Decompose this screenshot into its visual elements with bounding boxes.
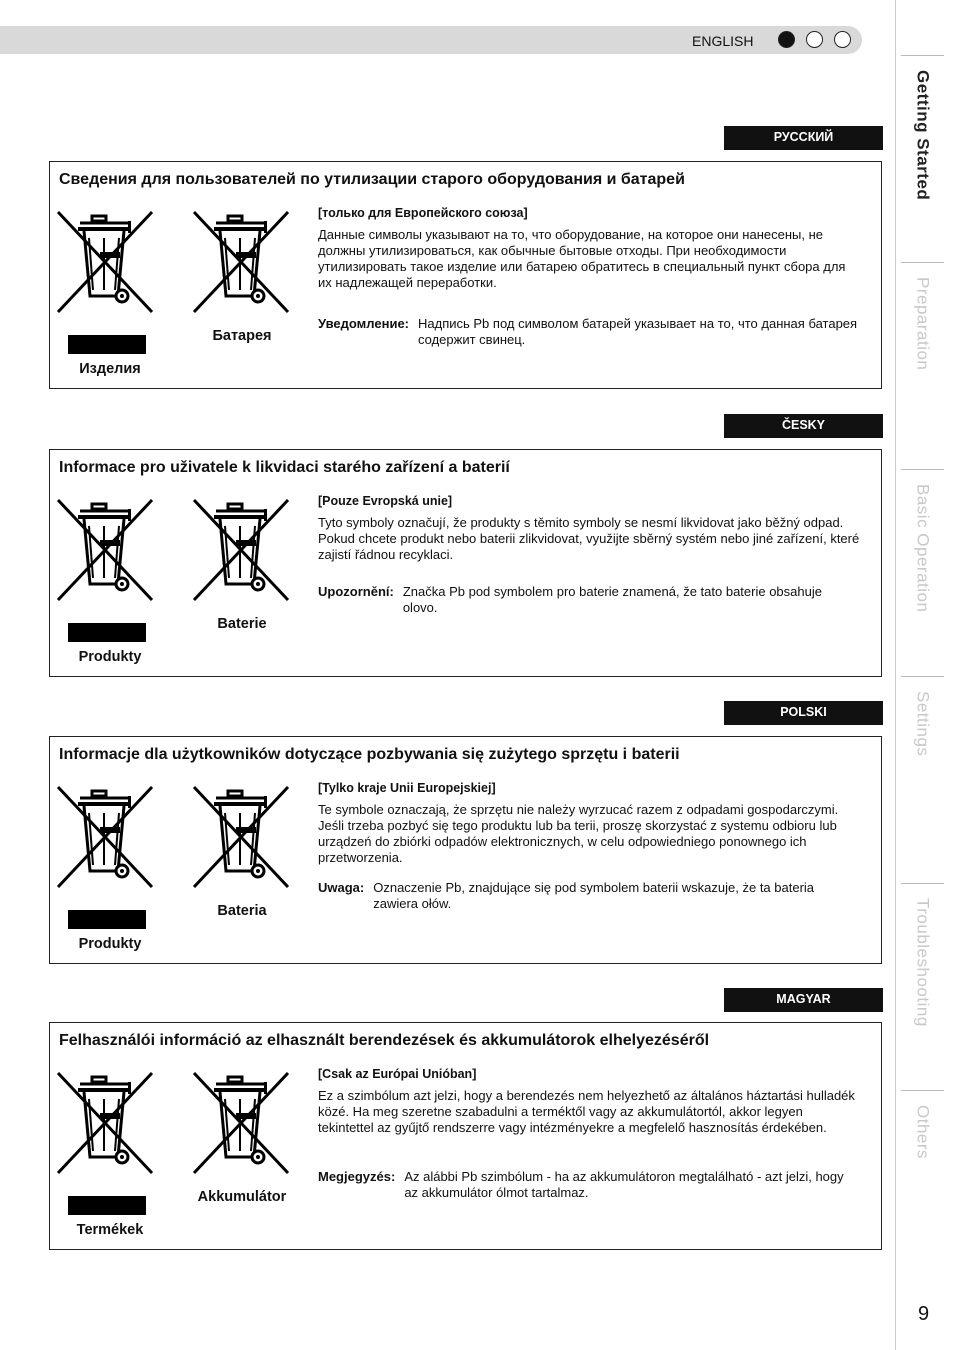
progress-dot-empty: [806, 31, 823, 48]
note-text: Az alábbi Pb szimbólum - ha az akkumulátoron megtalálható - azt jelzi, hogy az akkumulátor ólmot tartalmaz.: [404, 1169, 844, 1200]
product-black-bar: [68, 1196, 146, 1215]
language-indicator: ENGLISH: [692, 33, 754, 49]
crossed-bin-icon: [192, 785, 292, 890]
crossed-bin-icon: [192, 210, 292, 315]
tab-settings[interactable]: [901, 676, 944, 882]
note-label: Upozornění:: [318, 584, 394, 599]
product-black-bar: [68, 623, 146, 642]
crossed-bin-icon: [56, 1071, 156, 1176]
crossed-bin-icon: [56, 210, 156, 315]
progress-dot-filled: [778, 31, 795, 48]
battery-label: Baterie: [217, 616, 267, 632]
note-label: Megjegyzés:: [318, 1169, 396, 1184]
tab-basic-operation[interactable]: [901, 469, 944, 675]
tab-label: Troubleshooting: [913, 898, 933, 1027]
section-title: Felhasználói információ az elhasznált berendezések és akkumulátorok elhelyezéséről: [59, 1032, 710, 1049]
product-black-bar: [68, 335, 146, 354]
tab-label: Preparation: [913, 277, 933, 371]
body-text: Tyto symboly označují, že produkty s těmito symboly se nesmí likvidovat jako běžný odpad. Pokud chcete produkt nebo baterii zlikvidovat, využijte sběrný systém nebo jiné zařízení, které zajistí řádnou recyklaci.: [318, 515, 860, 562]
tab-label: Others: [913, 1105, 933, 1160]
eu-heading: [Tylko kraje Unii Europejskiej]: [318, 781, 496, 795]
disposal-info-section: [49, 449, 882, 677]
product-label: Produkty: [78, 649, 142, 665]
product-label: Produkty: [78, 936, 142, 952]
eu-heading: [только для Европейского союза]: [318, 206, 528, 220]
note-text: Značka Pb pod symbolem pro baterie znamená, že tato baterie obsahuje olovo.: [402, 584, 822, 615]
section-title: Informacje dla użytkowników dotyczące pozbywania się zużytego sprzętu i baterii: [59, 746, 680, 763]
crossed-bin-icon: [192, 1071, 292, 1176]
crossed-bin-icon: [56, 785, 156, 890]
body-text: Данные символы указывают на то, что оборудование, на которое они нанесены, не должны утилизироваться, как обычные бытовые отходы. При необходимости утилизировать такое изделие или батарею обратитесь в специальный пункт сбора для их надлежащей переработки.: [318, 227, 846, 290]
eu-heading: [Pouze Evropská unie]: [318, 494, 453, 508]
note-label: Уведомление:: [318, 316, 409, 331]
eu-heading: [Csak az Európai Unióban]: [318, 1067, 477, 1081]
crossed-bin-icon: [192, 498, 292, 603]
tab-getting-started[interactable]: [901, 55, 944, 261]
tab-label: Settings: [913, 691, 933, 757]
note-text: Надпись Pb под символом батарей указывает на то, что данная батарея содержит свинец.: [418, 316, 858, 347]
body-text: Ez a szimbólum azt jelzi, hogy a berendezés nem helyezhető az általános háztartási hulladék közé. Ha meg szeretne szabadulni a terméktől vagy az akkumulátortól, akkor legyen tekintettel az gyűjtő rendszerre vagy intézményekre a megfelelő hasznosítás érdekében.: [318, 1088, 855, 1135]
note-text: Oznaczenie Pb, znajdujące się pod symbolem baterii wskazuje, że ta bateria zawiera ołów.: [373, 880, 815, 911]
language-tag: ČESKY: [724, 414, 883, 438]
page-number: 9: [918, 1303, 930, 1325]
product-black-bar: [68, 910, 146, 929]
tab-troubleshooting[interactable]: [901, 883, 944, 1089]
language-tag: РУССКИЙ: [724, 126, 883, 150]
disposal-info-section: [49, 161, 882, 389]
product-label: Termékek: [76, 1222, 144, 1238]
tab-label: Basic Operation: [913, 484, 933, 613]
tab-others[interactable]: [901, 1090, 944, 1291]
tab-label: Getting Started: [913, 70, 933, 201]
disposal-info-section: [49, 1022, 882, 1250]
battery-label: Батарея: [212, 328, 272, 344]
battery-label: Bateria: [217, 903, 267, 919]
body-text: Te symbole oznaczają, że sprzętu nie należy wyrzucać razem z odpadami gospodarczymi. Jeśli trzeba pozbyć się tego produktu lub ba terii, proszę skorzystać z systemu odbioru lub urządzeń do zbiórki odpadów elektronicznych, w celu odpowiedniego ponownego ich przetworzenia.: [318, 802, 839, 865]
progress-dot-empty: [834, 31, 851, 48]
product-label: Изделия: [79, 361, 141, 377]
tab-preparation[interactable]: [901, 262, 944, 468]
section-title: Informace pro uživatele k likvidaci starého zařízení a baterií: [59, 459, 510, 476]
disposal-info-section: [49, 736, 882, 964]
section-title: Сведения для пользователей по утилизации старого оборудования и батарей: [59, 171, 685, 188]
note-label: Uwaga:: [318, 880, 365, 895]
language-tag: MAGYAR: [724, 988, 883, 1012]
language-tag: POLSKI: [724, 701, 883, 725]
battery-label: Akkumulátor: [197, 1189, 287, 1205]
crossed-bin-icon: [56, 498, 156, 603]
